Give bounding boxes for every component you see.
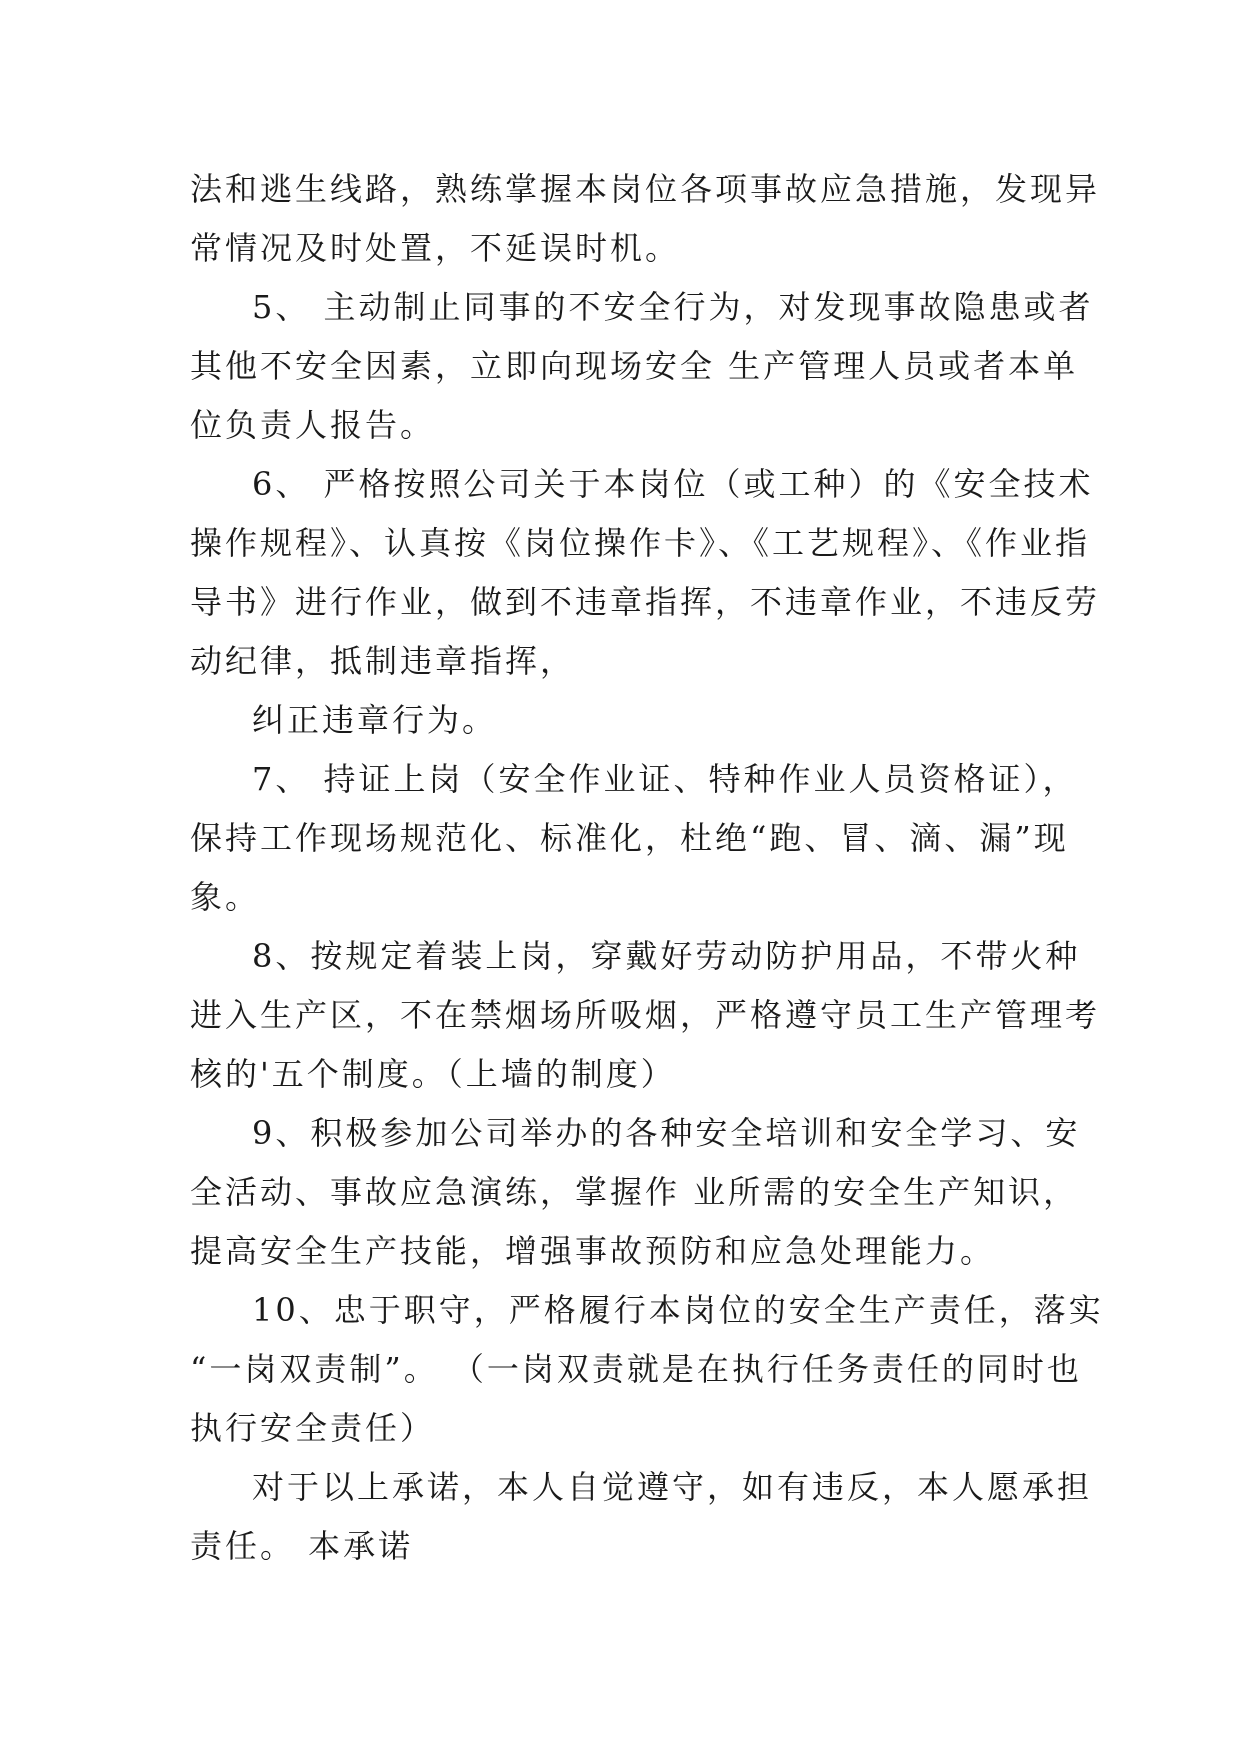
text-line: 责任。 本承诺 xyxy=(190,1527,414,1565)
text-line: 7、 持证上岗（安全作业证、特种作业人员资格证）， xyxy=(252,760,1078,798)
text-line: 核的'五个制度。（上墙的制度） xyxy=(190,1055,676,1093)
text-line: 进入生产区，不在禁烟场所吸烟，严格遵守员工生产管理考 xyxy=(190,996,1101,1034)
text-line: 执行安全责任） xyxy=(190,1409,436,1447)
text-line: 10、忠于职守，严格履行本岗位的安全生产责任，落实 xyxy=(252,1291,1104,1329)
text-line: 操作规程》、认真按《岗位操作卡》、《工艺规程》、《作业指 xyxy=(190,524,1091,562)
text-line: 象。 xyxy=(190,878,261,916)
text-line: 常情况及时处置，不延误时机。 xyxy=(190,229,681,267)
text-line: “一岗双责制”。 （一岗双责就是在执行任务责任的同时也 xyxy=(190,1350,1082,1388)
text-line: 法和逃生线路，熟练掌握本岗位各项事故应急措施，发现异 xyxy=(190,170,1101,208)
document-body xyxy=(190,160,1104,1576)
text-line: 导书》进行作业，做到不违章指挥，不违章作业，不违反劳 xyxy=(190,583,1101,621)
text-line: 其他不安全因素，立即向现场安全 生产管理人员或者本单 xyxy=(190,347,1079,385)
text-line: 6、 严格按照公司关于本岗位（或工种）的《安全技术 xyxy=(252,465,1094,503)
text-line: 5、 主动制止同事的不安全行为，对发现事故隐患或者 xyxy=(252,288,1094,326)
text-line: 保持工作现场规范化、标准化，杜绝“跑、冒、滴、漏”现 xyxy=(190,819,1069,857)
text-line: 位负责人报告。 xyxy=(190,406,436,444)
text-line: 全活动、事故应急演练，掌握作 业所需的安全生产知识， xyxy=(190,1173,1079,1211)
text-line: 对于以上承诺，本人自觉遵守，如有违反，本人愿承担 xyxy=(252,1468,1093,1506)
text-line: 提高安全生产技能，增强事故预防和应急处理能力。 xyxy=(190,1232,996,1270)
text-line: 纠正违章行为。 xyxy=(252,701,498,739)
text-line: 动纪律，抵制违章指挥， xyxy=(190,642,576,680)
text-line: 9、积极参加公司举办的各种安全培训和安全学习、安 xyxy=(252,1114,1081,1152)
text-line: 8、按规定着装上岗，穿戴好劳动防护用品，不带火种 xyxy=(252,937,1081,975)
